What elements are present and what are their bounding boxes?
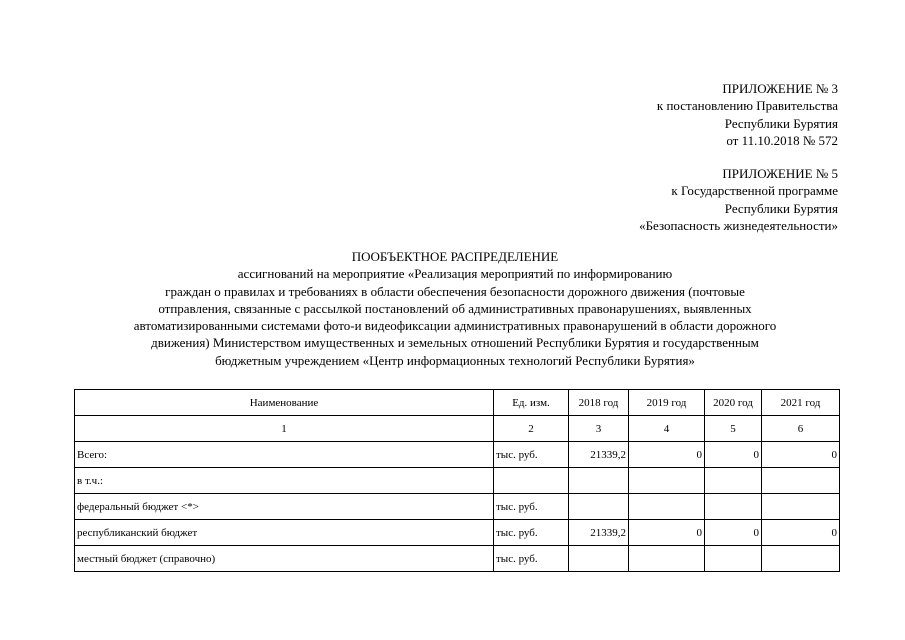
row-value-2020: 0 xyxy=(705,442,762,468)
column-header-unit: Ед. изм. xyxy=(494,390,569,416)
row-value-2018 xyxy=(569,468,629,494)
table-row xyxy=(75,546,840,572)
appendix-3-title: ПРИЛОЖЕНИЕ № 3 xyxy=(722,81,838,96)
column-header-2018: 2018 год xyxy=(569,390,629,416)
row-value-2021 xyxy=(762,468,840,494)
table-header-row xyxy=(75,390,840,416)
column-number: 3 xyxy=(569,416,629,442)
title-heading: ПООБЪЕКТНОЕ РАСПРЕДЕЛЕНИЕ xyxy=(351,249,559,264)
title-line: движения) Министерством имущественных и земельных отношений Республики Бурятия и государственным xyxy=(151,335,759,351)
table-row xyxy=(75,468,840,494)
row-value-2021 xyxy=(762,546,840,572)
title-line: автоматизированными системами фото-и видеофиксации административных правонарушений в области дорожного xyxy=(133,318,777,334)
row-value-2019 xyxy=(629,468,705,494)
row-value-2018: 21339,2 xyxy=(569,442,629,468)
appendix-5-program: «Безопасность жизнедеятельности» xyxy=(639,217,838,233)
row-value-2020 xyxy=(705,494,762,520)
row-name: республиканский бюджет xyxy=(75,520,494,546)
column-number-row xyxy=(75,416,840,442)
table-row xyxy=(75,494,840,520)
row-name: в т.ч.: xyxy=(75,468,494,494)
row-unit xyxy=(494,468,569,494)
document-title xyxy=(60,248,850,369)
row-value-2020: 0 xyxy=(705,520,762,546)
row-unit: тыс. руб. xyxy=(494,494,569,520)
title-line: отправления, связанные с рассылкой постановлений об административных правонарушениях, выявленных xyxy=(158,300,752,316)
column-number: 2 xyxy=(494,416,569,442)
row-value-2018 xyxy=(569,494,629,520)
appendix-3-date: от 11.10.2018 № 572 xyxy=(726,132,838,148)
column-header-2019: 2019 год xyxy=(629,390,705,416)
row-value-2019: 0 xyxy=(629,442,705,468)
appendix-3-header xyxy=(657,80,838,149)
row-value-2020 xyxy=(705,468,762,494)
row-value-2021: 0 xyxy=(762,520,840,546)
appendix-3-line3: Республики Бурятия xyxy=(724,115,838,131)
row-value-2021 xyxy=(762,494,840,520)
column-header-2021: 2021 год xyxy=(762,390,840,416)
appendix-5-line3: Республики Бурятия xyxy=(724,200,838,216)
column-number: 5 xyxy=(705,416,762,442)
row-name: Всего: xyxy=(75,442,494,468)
row-unit: тыс. руб. xyxy=(494,520,569,546)
title-line: ассигнований на мероприятие «Реализация мероприятий по информированию xyxy=(237,266,673,282)
row-value-2021: 0 xyxy=(762,442,840,468)
column-number: 4 xyxy=(629,416,705,442)
appendix-3-line2: к постановлению Правительства xyxy=(656,98,838,114)
column-header-name: Наименование xyxy=(75,390,494,416)
row-value-2018: 21339,2 xyxy=(569,520,629,546)
title-line: бюджетным учреждением «Центр информационных технологий Республики Бурятия» xyxy=(215,352,695,368)
appendix-5-line2: к Государственной программе xyxy=(671,183,838,199)
row-value-2019: 0 xyxy=(629,520,705,546)
appendix-5-title: ПРИЛОЖЕНИЕ № 5 xyxy=(722,166,838,181)
column-number: 6 xyxy=(762,416,840,442)
row-value-2019 xyxy=(629,546,705,572)
column-number: 1 xyxy=(75,416,494,442)
column-header-2020: 2020 год xyxy=(705,390,762,416)
appendix-5-header xyxy=(639,165,838,234)
row-unit: тыс. руб. xyxy=(494,442,569,468)
row-name: федеральный бюджет <*> xyxy=(75,494,494,520)
table-row xyxy=(75,520,840,546)
row-name: местный бюджет (справочно) xyxy=(75,546,494,572)
row-unit: тыс. руб. xyxy=(494,546,569,572)
row-value-2018 xyxy=(569,546,629,572)
table-row xyxy=(75,442,840,468)
allocation-table xyxy=(74,389,840,572)
row-value-2019 xyxy=(629,494,705,520)
title-line: граждан о правилах и требованиях в области обеспечения безопасности дорожного движения (почтовые xyxy=(165,283,745,299)
row-value-2020 xyxy=(705,546,762,572)
